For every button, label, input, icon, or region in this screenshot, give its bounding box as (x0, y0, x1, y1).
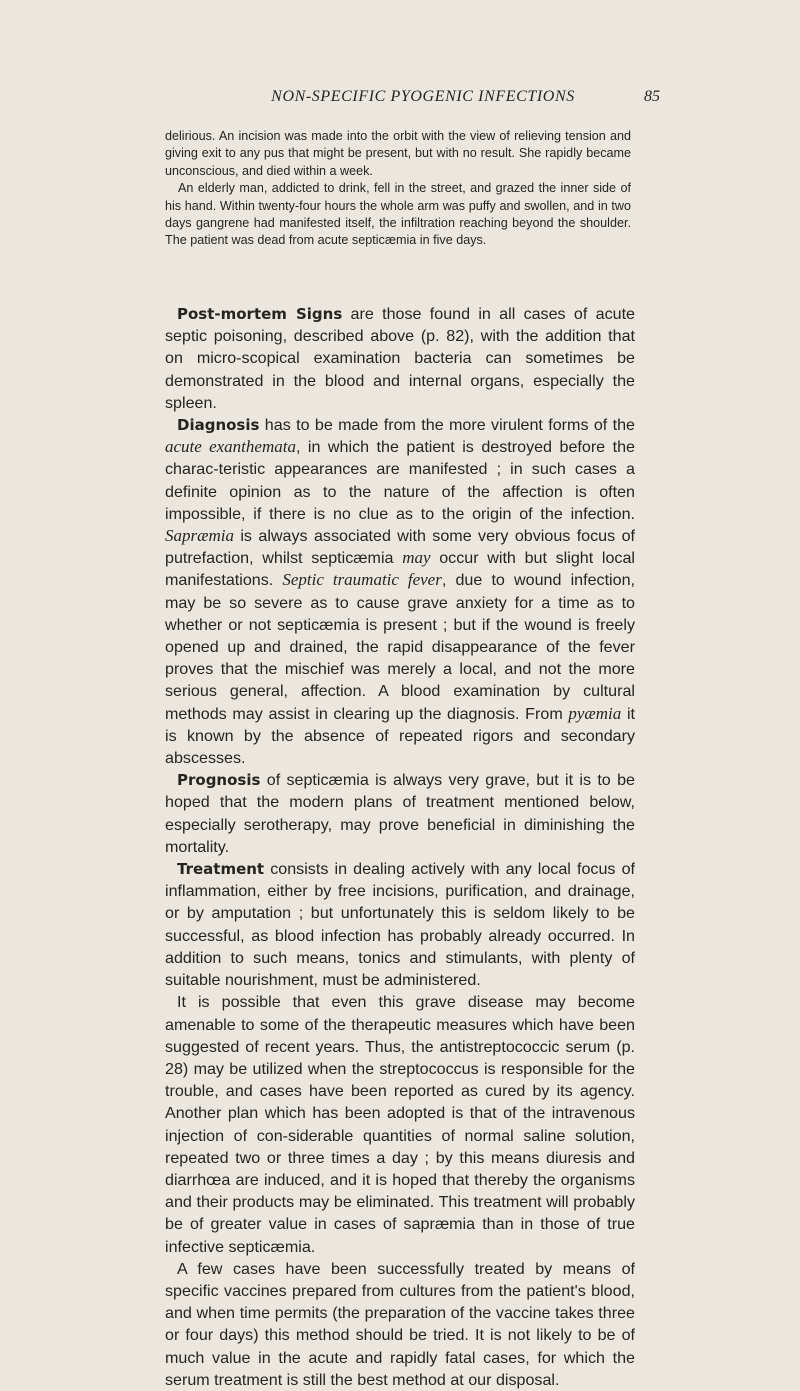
body-text: are those found in all cases of acute septic poisoning, described above (p. 82), with the addition that on micro-scopical examination bacteria can sometimes be demonstrated in the blood and internal organs, especially the spleen. (165, 305, 635, 412)
section-heading: Prognosis (177, 771, 261, 790)
post-mortem-paragraph (165, 303, 635, 414)
case-reports (165, 128, 631, 250)
italic-term: pyæmia (568, 703, 622, 723)
body-text: is always associated with some very obvious focus of putrefaction, whilst septicæmia (165, 527, 635, 568)
body-text: occur with but slight local manifestations. (165, 549, 636, 590)
case-report-paragraph: delirious. An incision was made into the orbit with the view of relieving tension and giving exit to any pus that might be present, but with no result. She rapidly became unconscious, and died within a week. (165, 129, 631, 178)
body-text: it is known by the absence of repeated rigors and secondary abscesses. (165, 704, 635, 768)
body-text: , due to wound infection, may be so severe as to cause grave anxiety for a time as to whether or not septicæmia is present ; but if the wound is freely opened up and drained, the rapid disappearance of the fever proves that the mischief was merely a local, and not the more serious general, affection. A blood examination by cultural methods may assist in clearing up the diagnosis. From (165, 571, 635, 723)
prognosis-paragraph (165, 769, 635, 858)
italic-term: Septic traumatic fever (282, 570, 442, 590)
case-report-paragraph: An elderly man, addicted to drink, fell in the street, and grazed the inner side of his hand. Within twenty-four hours the whole arm was puffy and swollen, and in two days gangrene had manifested itself, the infiltration reaching beyond the shoulder. The patient was dead from acute septicæmia in five days. (165, 181, 631, 248)
body-paragraph: A few cases have been successfully treated by means of specific vaccines prepared from cultures from the patient's blood, and when time permits (the preparation of the vaccine takes three or four days) this method should be tried. It is not likely to be of much value in the acute and rapidly fatal cases, for which the serum treatment is still the best method at our disposal. (165, 1259, 635, 1389)
body-text: has to be made from the more virulent forms of the (259, 416, 635, 435)
body-text: of septicæmia is always very grave, but it is to be hoped that the modern plans of treatment mentioned below, especially serotherapy, may prove beneficial in diminishing the mortality. (165, 771, 635, 856)
section-heading: Post-mortem Signs (177, 305, 343, 323)
body-paragraph: It is possible that even this grave disease may become amenable to some of the therapeutic measures which have been suggested of recent years. Thus, the antistreptococcic serum (p. 28) may be utilized when the streptococcus is responsible for the trouble, and cases have been reported as cured by its agency. Another plan which has been adopted is that of the intravenous injection of con-siderable quantities of normal saline solution, repeated two or three times a day ; by this means diuresis and diarrhœa are induced, and it is hoped that thereby the organisms and their products may be eliminated. This treatment will probably be of greater value in cases of sapræmia than in those of true infective septicæmia. (165, 993, 635, 1256)
body-text: consists in dealing actively with any local focus of inflammation, either by free incisions, purification, and drainage, or by amputation ; but unfortunately this is seldom likely to be successful, as blood infection has probably already occurred. In addition to such means, tonics and stimulants, with plenty of suitable nourishment, must be administered. (165, 860, 635, 990)
body-text: , in which the patient is destroyed before the charac-teristic appearances are manifested ; in such cases a definite opinion as to the nature of the affection is often impossible, if there is no clue as to the origin of the infection. (165, 438, 635, 523)
main-text (165, 303, 635, 1391)
italic-term: acute exanthemata (165, 437, 296, 457)
treatment-paragraph (165, 858, 635, 991)
section-heading: Treatment (177, 860, 265, 879)
diagnosis-paragraph (165, 414, 635, 769)
page-number: 85 (644, 88, 660, 105)
section-heading: Diagnosis (177, 416, 260, 435)
italic-term: may (402, 548, 431, 568)
running-head: NON-SPECIFIC PYOGENIC INFECTIONS (271, 88, 575, 105)
italic-term: Sapræmia (165, 526, 234, 546)
